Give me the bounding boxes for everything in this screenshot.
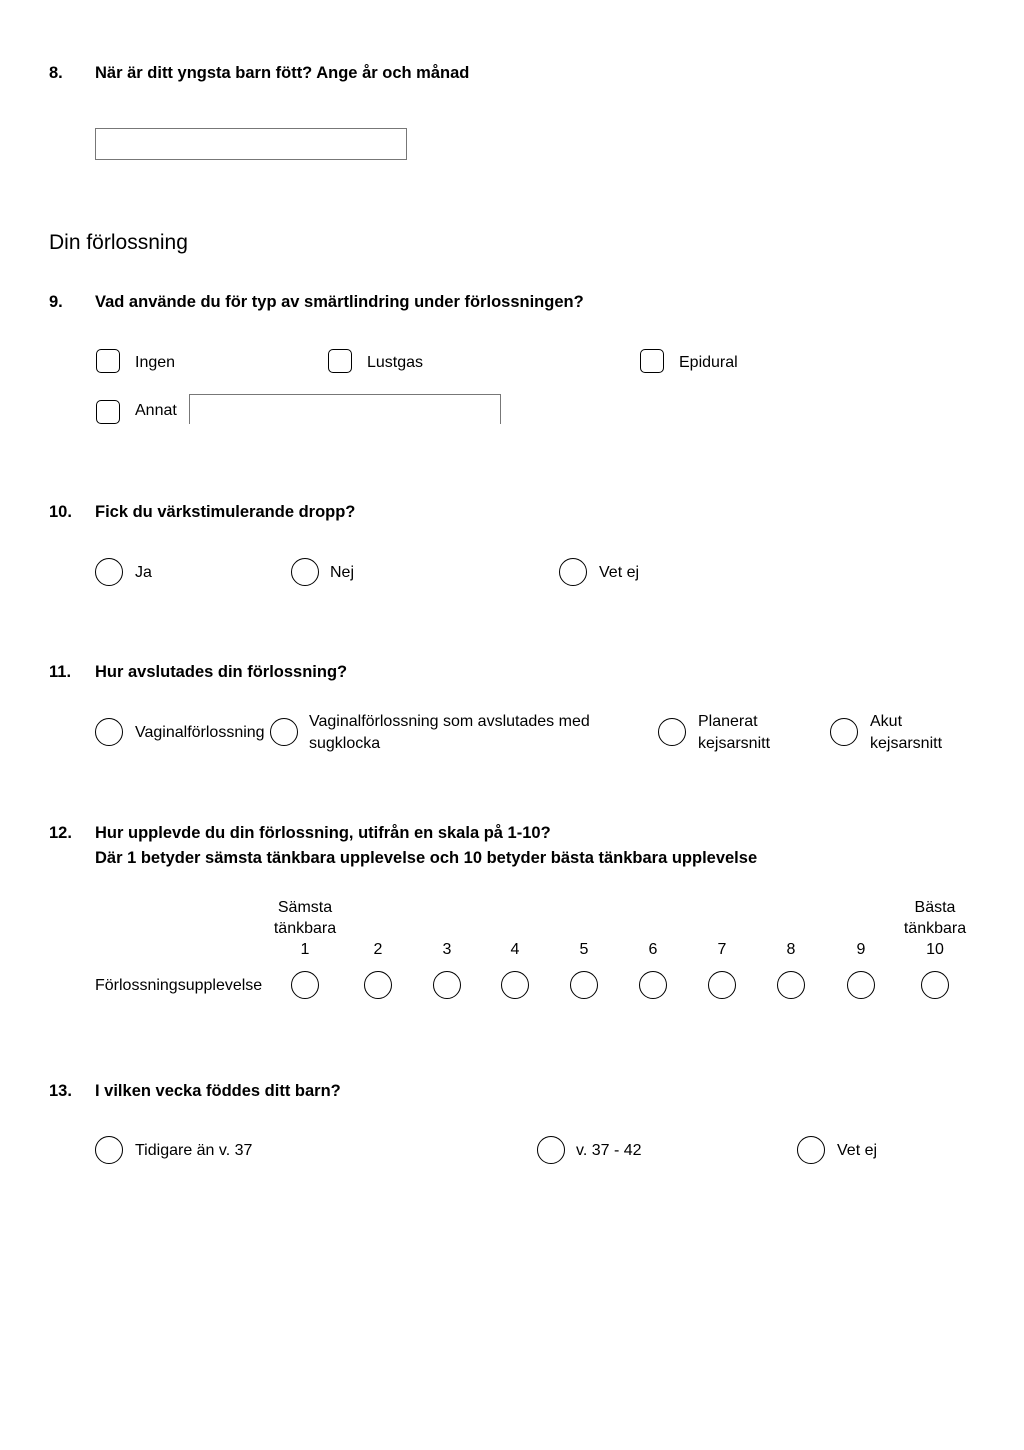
- section-title: Din förlossning: [49, 231, 188, 254]
- q13-radio-tidigare[interactable]: [95, 1136, 123, 1164]
- q13-question: I vilken vecka föddes ditt barn?: [95, 1082, 341, 1100]
- q13-label-v37-42: v. 37 - 42: [576, 1142, 642, 1159]
- q8-number: 8.: [49, 64, 63, 82]
- q12-low-anchor-line2: tänkbara: [273, 920, 337, 937]
- q11-label-planerat-line1: Planerat: [698, 713, 758, 730]
- q8-birth-date-field[interactable]: [95, 128, 407, 160]
- q9-checkbox-annat[interactable]: [96, 400, 120, 424]
- q12-radio-5[interactable]: [570, 971, 598, 999]
- q12-scale-number-9: 9: [856, 941, 866, 958]
- q11-number: 11.: [49, 663, 72, 681]
- q12-row-label: Förlossningsupplevelse: [95, 977, 263, 994]
- q10-radio-vet-ej[interactable]: [559, 558, 587, 586]
- q11-label-akut-line1: Akut: [870, 713, 903, 730]
- q12-high-anchor-line2: tänkbara: [903, 920, 967, 937]
- q12-radio-2[interactable]: [364, 971, 392, 999]
- q10-number: 10.: [49, 503, 72, 521]
- q12-radio-3[interactable]: [433, 971, 461, 999]
- q12-radio-4[interactable]: [501, 971, 529, 999]
- q12-scale-number-10: 10: [926, 941, 944, 958]
- q11-label-planerat-line2: kejsarsnitt: [698, 735, 771, 752]
- q11-label-sugklocka-line2: sugklocka: [309, 735, 381, 752]
- q10-radio-nej[interactable]: [291, 558, 319, 586]
- q11-label-sugklocka-line1: Vaginalförlossning som avslutades med: [309, 713, 590, 730]
- q10-question: Fick du värkstimulerande dropp?: [95, 503, 356, 521]
- q12-scale-number-1: 1: [300, 941, 310, 958]
- q9-checkbox-epidural[interactable]: [640, 349, 664, 373]
- q11-radio-sugklocka[interactable]: [270, 718, 298, 746]
- q10-label-nej: Nej: [330, 564, 355, 581]
- q12-question-line2: Där 1 betyder sämsta tänkbara upplevelse och 10 betyder bästa tänkbara upplevelse: [95, 849, 758, 867]
- q11-label-vaginal: Vaginalförlossning: [135, 724, 265, 741]
- q12-radio-1[interactable]: [291, 971, 319, 999]
- q11-radio-akut-kejsarsnitt[interactable]: [830, 718, 858, 746]
- q13-radio-v37-42[interactable]: [537, 1136, 565, 1164]
- q9-question: Vad använde du för typ av smärtlindring under förlossningen?: [95, 293, 584, 311]
- q12-scale-number-6: 6: [648, 941, 658, 958]
- q12-low-anchor-line1: Sämsta: [277, 899, 333, 916]
- q12-question-line1: Hur upplevde du din förlossning, utifrån en skala på 1-10?: [95, 824, 551, 842]
- q13-number: 13.: [49, 1082, 72, 1100]
- q12-radio-10[interactable]: [921, 971, 949, 999]
- q12-scale-number-5: 5: [579, 941, 589, 958]
- q13-radio-vet-ej[interactable]: [797, 1136, 825, 1164]
- q12-scale-number-4: 4: [510, 941, 520, 958]
- q12-radio-6[interactable]: [639, 971, 667, 999]
- q9-checkbox-lustgas[interactable]: [328, 349, 352, 373]
- q13-label-vet-ej: Vet ej: [837, 1142, 878, 1159]
- q10-radio-ja[interactable]: [95, 558, 123, 586]
- q10-label-vet-ej: Vet ej: [599, 564, 640, 581]
- q12-scale-number-8: 8: [786, 941, 796, 958]
- q9-label-lustgas: Lustgas: [367, 354, 424, 371]
- q12-number: 12.: [49, 824, 72, 842]
- q9-label-ingen: Ingen: [135, 354, 176, 371]
- q12-radio-8[interactable]: [777, 971, 805, 999]
- q12-scale-number-7: 7: [717, 941, 727, 958]
- q9-number: 9.: [49, 293, 63, 311]
- q12-high-anchor-line1: Bästa: [914, 899, 956, 916]
- q12-radio-9[interactable]: [847, 971, 875, 999]
- q9-annat-text-field[interactable]: [189, 394, 501, 424]
- q11-radio-planerat-kejsarsnitt[interactable]: [658, 718, 686, 746]
- q9-label-annat: Annat: [135, 402, 177, 419]
- q12-scale-number-3: 3: [442, 941, 452, 958]
- q13-label-tidigare: Tidigare än v. 37: [135, 1142, 253, 1159]
- q12-radio-7[interactable]: [708, 971, 736, 999]
- q9-checkbox-ingen[interactable]: [96, 349, 120, 373]
- q9-label-epidural: Epidural: [679, 354, 738, 371]
- q12-scale-number-2: 2: [373, 941, 383, 958]
- q11-question: Hur avslutades din förlossning?: [95, 663, 348, 681]
- q11-label-akut-line2: kejsarsnitt: [870, 735, 943, 752]
- q11-radio-vaginal[interactable]: [95, 718, 123, 746]
- q10-label-ja: Ja: [135, 564, 152, 581]
- q8-question: När är ditt yngsta barn fött? Ange år och månad: [95, 64, 470, 82]
